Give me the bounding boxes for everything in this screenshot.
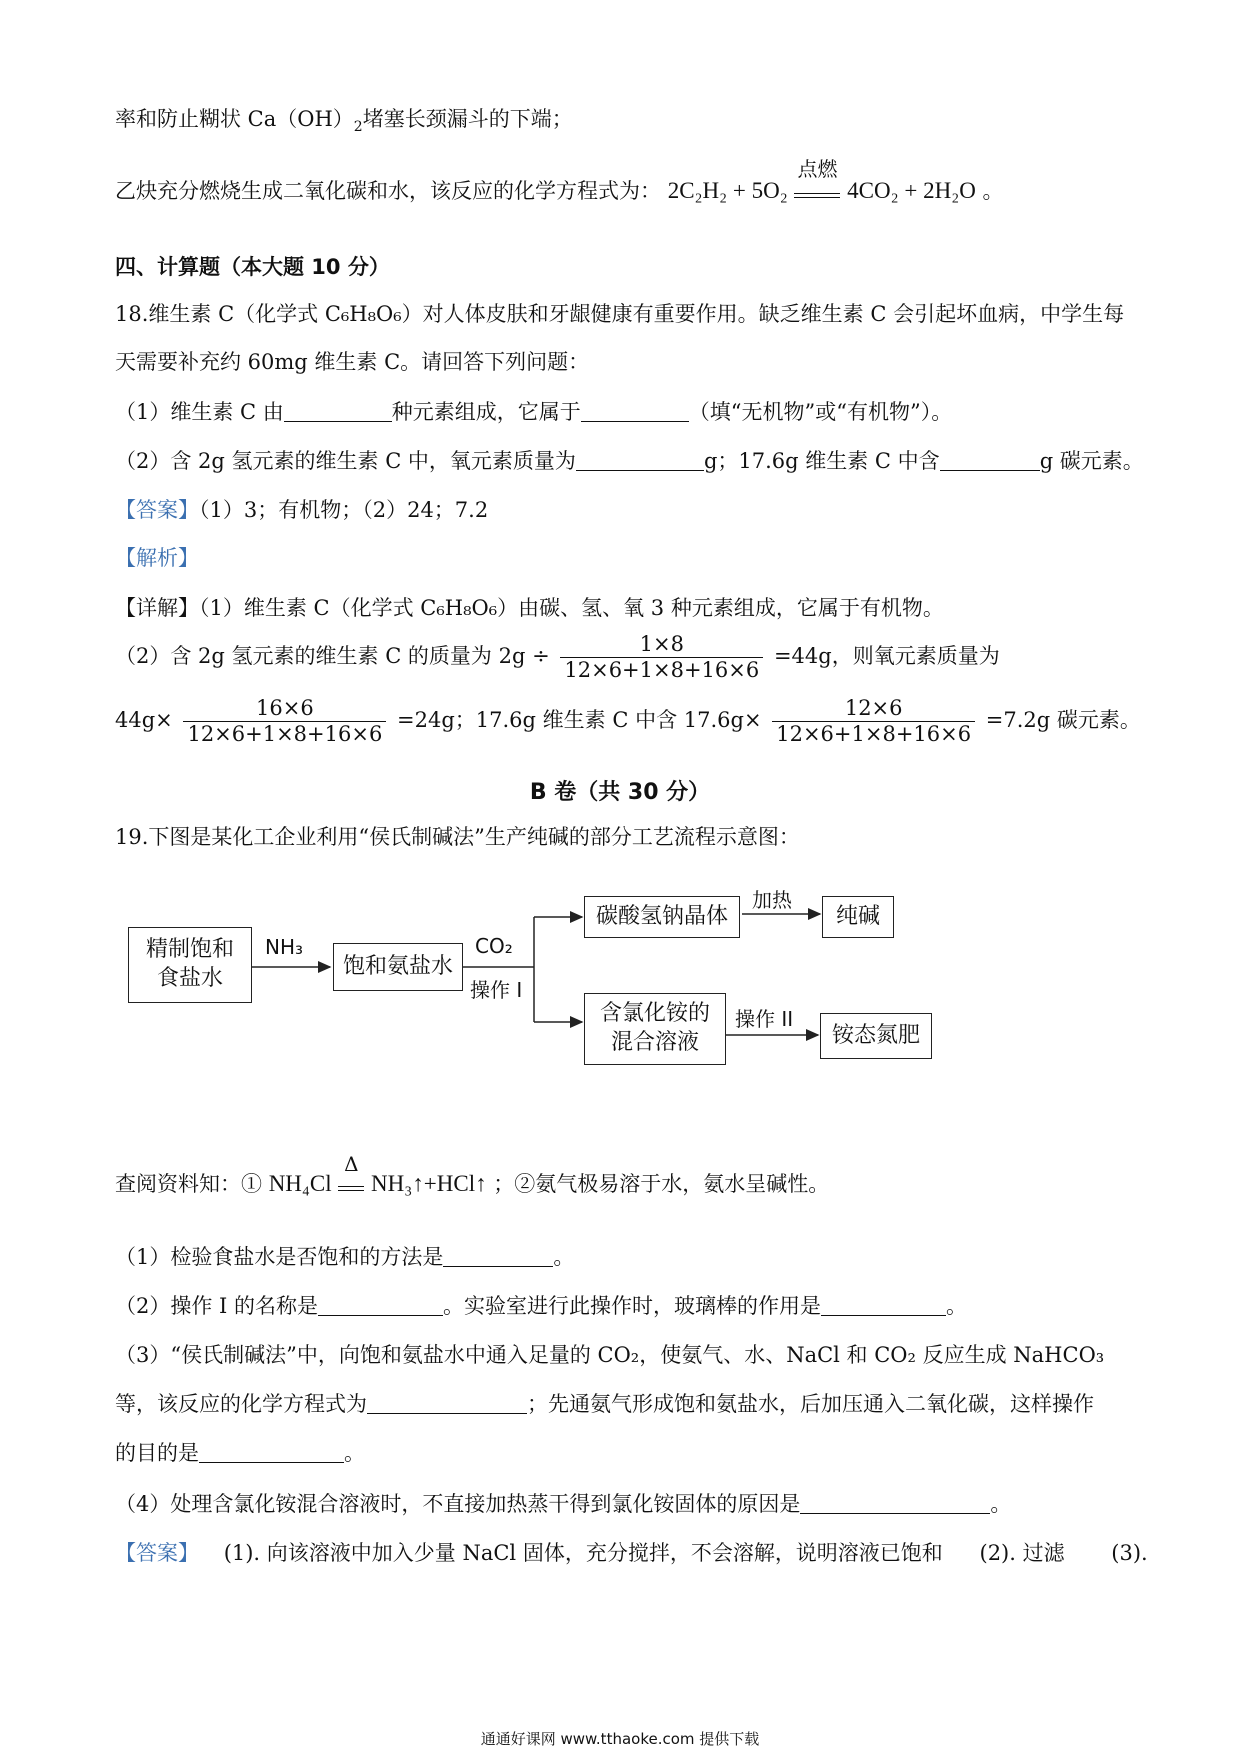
reference-text: 查阅资料知：① bbox=[115, 1172, 262, 1196]
equation-condition: 点燃 bbox=[797, 157, 838, 181]
reference-text: ；②氨气极易溶于水，氨水呈碱性。 bbox=[493, 1172, 830, 1196]
equation-rhs: 4CO₂ + 2H₂O bbox=[847, 178, 976, 203]
ref-equation-rhs: NH₃↑+HCl↑ bbox=[371, 1171, 487, 1196]
answer-blank[interactable] bbox=[443, 1245, 553, 1267]
detail-text: （2）含 2g 氢元素的维生素 C 的质量为 2g ÷ bbox=[115, 644, 550, 669]
box-ammonium-chloride-mixture: 含氯化铵的 混合溶液 bbox=[584, 993, 726, 1065]
answer-blank[interactable] bbox=[199, 1441, 344, 1463]
label-operation-1: 操作 I bbox=[470, 978, 523, 1002]
q19-3-text-c: 的目的是 bbox=[115, 1441, 199, 1465]
q19-part-2 bbox=[115, 1294, 967, 1319]
answer-tag: 【答案】 bbox=[115, 498, 199, 522]
detail-text: 44g× bbox=[115, 708, 173, 733]
q19-3-end: 。 bbox=[344, 1441, 365, 1465]
analysis-tag: 【解析】 bbox=[115, 546, 199, 570]
box-ammonium-fertilizer: 铵态氮肥 bbox=[820, 1013, 932, 1059]
label-operation-2: 操作 II bbox=[735, 1007, 794, 1031]
box-refined-brine: 精制饱和 食盐水 bbox=[128, 927, 252, 1003]
para-text-end: 堵塞长颈漏斗的下端； bbox=[362, 107, 573, 131]
q19-answer bbox=[115, 1541, 1148, 1566]
answer-blank[interactable] bbox=[318, 1294, 443, 1316]
answer-part-1: (1). 向该溶液中加入少量 NaCl 固体，充分搅拌，不会溶解，说明溶液已饱和 bbox=[223, 1541, 943, 1565]
ref-equation-condition: Δ bbox=[344, 1152, 359, 1176]
answer-tag: 【答案】 bbox=[115, 1541, 199, 1565]
equation-intro: 乙炔充分燃烧生成二氧化碳和水，该反应的化学方程式为： bbox=[115, 179, 661, 203]
detail-text: =24g；17.6g 维生素 C 中含 17.6g× bbox=[397, 708, 762, 733]
label-nh3: NH₃ bbox=[265, 935, 304, 959]
ref-equation-lhs: NH₄Cl bbox=[268, 1171, 332, 1196]
q18-line-2: 天需要补充约 60mg 维生素 C。请回答下列问题： bbox=[115, 350, 590, 374]
para-text: 率和防止糊状 Ca（OH） bbox=[115, 107, 354, 131]
fraction-denominator: 12×6+1×8+16×6 bbox=[776, 722, 972, 747]
fraction-denominator: 12×6+1×8+16×6 bbox=[564, 658, 760, 683]
detail-text: =7.2g 碳元素。 bbox=[985, 708, 1141, 733]
q19-4-text: （4）处理含氯化铵混合溶液时，不直接加热蒸干得到氯化铵固体的原因是 bbox=[115, 1492, 801, 1516]
fraction-numerator: 16×6 bbox=[183, 696, 386, 722]
fraction-numerator: 12×6 bbox=[772, 696, 975, 722]
q19-part-3-line-3 bbox=[115, 1441, 365, 1466]
ref-equation-sign bbox=[338, 1152, 364, 1191]
box-soda-ash: 纯碱 bbox=[822, 896, 894, 938]
detail-tag: 【详解】 bbox=[115, 596, 199, 620]
q19-1-end: 。 bbox=[553, 1245, 575, 1269]
reference-line bbox=[115, 1152, 830, 1198]
box-ammonia-brine: 饱和氨盐水 bbox=[333, 943, 463, 991]
q18-2-text-b: g；17.6g 维生素 C 中含 bbox=[703, 449, 940, 473]
section-heading-calc: 四、计算题（本大题 10 分） bbox=[115, 255, 390, 279]
q19-4-end: 。 bbox=[990, 1492, 1012, 1516]
box-sodium-bicarbonate: 碳酸氢钠晶体 bbox=[584, 896, 740, 938]
label-heat: 加热 bbox=[752, 888, 792, 912]
q19-2-end: 。 bbox=[946, 1294, 968, 1318]
q19-part-4 bbox=[115, 1492, 1011, 1517]
answer-part-2: (2). 过滤 bbox=[979, 1541, 1065, 1565]
fraction-numerator: 1×8 bbox=[560, 632, 763, 658]
q18-1-text-b: 种元素组成，它属于 bbox=[391, 400, 581, 424]
section-heading-b: B 卷（共 30 分） bbox=[529, 780, 711, 805]
q19-1-text: （1）检验食盐水是否饱和的方法是 bbox=[115, 1245, 444, 1269]
q18-1-text-a: （1）维生素 C 由 bbox=[115, 400, 284, 424]
q19-part-1 bbox=[115, 1245, 574, 1270]
q19-3-text-a: 等，该反应的化学方程式为 bbox=[115, 1392, 367, 1416]
q19-2-text-b: 。实验室进行此操作时，玻璃棒的作用是 bbox=[443, 1294, 822, 1318]
q18-1-text-c: （填“无机物”或“有机物”）。 bbox=[688, 400, 953, 424]
q19-part-3-line-2 bbox=[115, 1392, 1094, 1417]
detail-text: （1）维生素 C（化学式 C₆H₈O₆）由碳、氢、氧 3 种元素组成，它属于有机物。 bbox=[199, 596, 944, 620]
answer-part-3: (3). bbox=[1111, 1541, 1148, 1565]
q19-intro: 19.下图是某化工企业利用“侯氏制碱法”生产纯碱的部分工艺流程示意图： bbox=[115, 825, 800, 849]
equation-end: 。 bbox=[982, 179, 1004, 203]
q18-line-1: 18.维生素 C（化学式 C₆H₈O₆）对人体皮肤和牙龈健康有重要作用。缺乏维生素 C 会引起坏血病，中学生每 bbox=[115, 302, 1125, 326]
page-footer: 通通好课网 www.tthaoke.com 提供下载 bbox=[480, 1730, 760, 1748]
answer-blank[interactable] bbox=[821, 1294, 946, 1316]
detail-text: =44g，则氧元素质量为 bbox=[773, 644, 1000, 669]
fraction-denominator: 12×6+1×8+16×6 bbox=[187, 722, 383, 747]
q18-2-text-a: （2）含 2g 氢元素的维生素 C 中，氧元素质量为 bbox=[115, 449, 576, 473]
q19-part-3-line-1: （3）“侯氏制碱法”中，向饱和氨盐水中通入足量的 CO₂，使氨气、水、NaCl 和 CO₂ 反应生成 NaHCO₃ bbox=[115, 1343, 1105, 1367]
answer-text: （1）3；有机物；（2）24；7.2 bbox=[199, 498, 489, 522]
answer-blank[interactable] bbox=[800, 1492, 990, 1514]
subscript: 2 bbox=[353, 119, 363, 135]
answer-blank[interactable] bbox=[367, 1392, 527, 1414]
q18-2-text-c: g 碳元素。 bbox=[1039, 449, 1144, 473]
equation-lhs: 2C₂H₂ + 5O₂ bbox=[667, 178, 788, 203]
q19-3-text-b: ；先通氨气形成饱和氨盐水，后加压通入二氧化碳，这样操作 bbox=[527, 1392, 1094, 1416]
q19-2-text-a: （2）操作 I 的名称是 bbox=[115, 1294, 319, 1318]
label-co2: CO₂ bbox=[475, 934, 513, 958]
